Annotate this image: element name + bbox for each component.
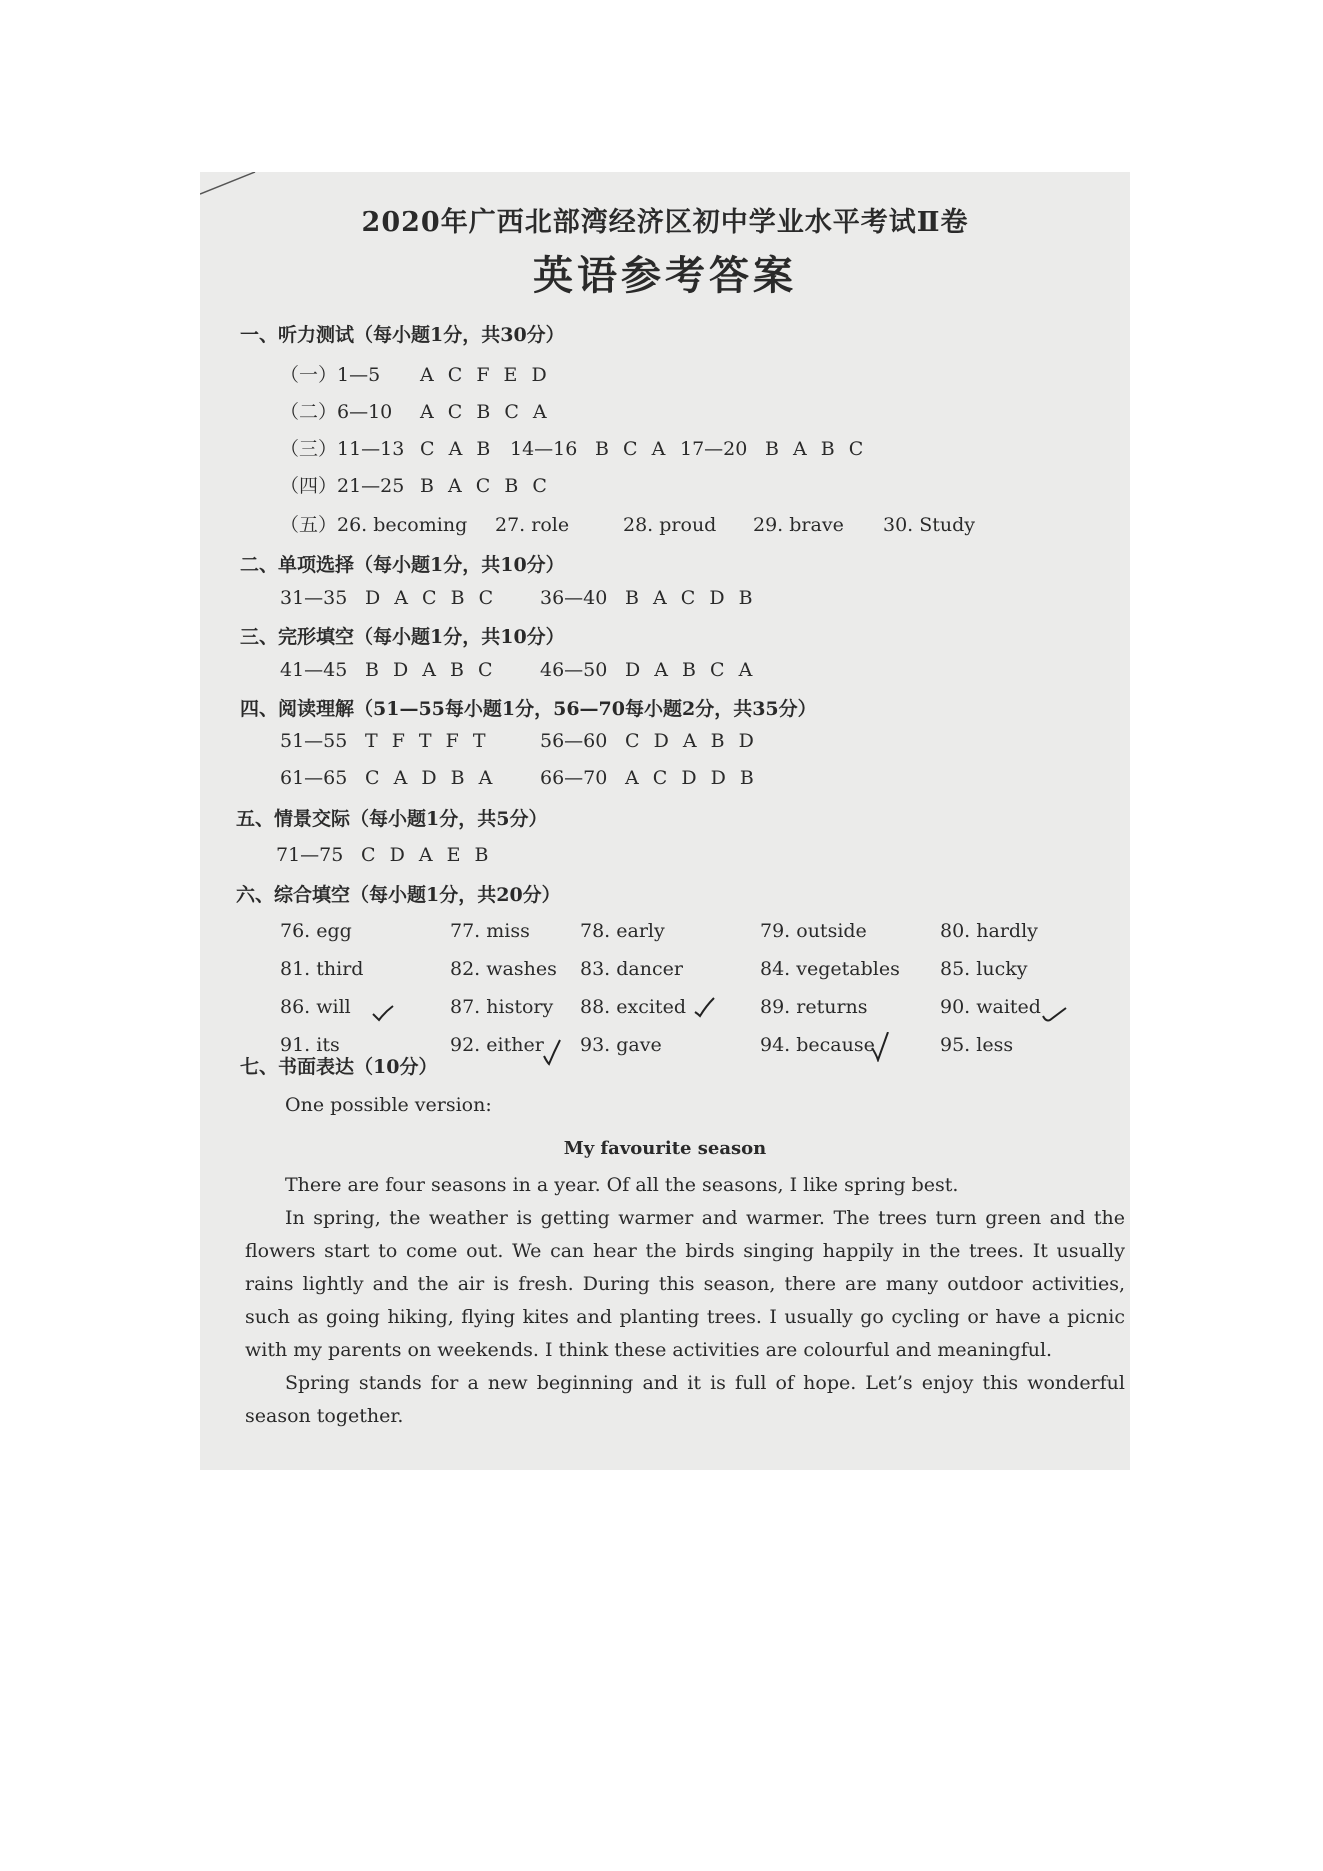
answer-word: 28. proud xyxy=(623,514,717,536)
fill-in-answer: 85. lucky xyxy=(940,958,1028,980)
answer-range: （一）1—5 xyxy=(280,364,381,386)
fill-in-answer: 86. will xyxy=(280,996,351,1018)
fill-in-answer: 81. third xyxy=(280,958,364,980)
answer-range: 41—45 xyxy=(280,659,348,681)
answer-letters: B A C D B xyxy=(625,587,757,609)
answer-row xyxy=(280,360,551,387)
answer-letters: D A B C A xyxy=(625,659,757,681)
fill-in-answer: 93. gave xyxy=(580,1034,662,1056)
fill-in-answer: 90. waited xyxy=(940,996,1041,1018)
fill-in-answer: 77. miss xyxy=(450,920,530,942)
section-heading-fill-in: 六、综合填空（每小题1分，共20分） xyxy=(236,884,561,906)
answer-row xyxy=(280,397,551,424)
answer-letters: B C A xyxy=(595,438,670,460)
fill-in-answer: 91. its xyxy=(280,1034,340,1056)
check-mark-icon xyxy=(368,1000,398,1030)
essay-title: My favourite season xyxy=(563,1138,767,1159)
fill-in-answer: 80. hardly xyxy=(940,920,1038,942)
fill-in-answer: 79. outside xyxy=(760,920,867,942)
answer-letters: D A C B C xyxy=(365,587,498,609)
answer-row xyxy=(280,767,758,789)
answer-letters: B D A B C xyxy=(365,659,497,681)
essay-paragraph: In spring, the weather is getting warmer and warmer. The trees turn green and the flowers start to come out. We can hear the birds singing happily in the trees. It usually rains lightly and the air is fresh. During this season, there are many outdoor activities, such as going hiking, flying kites and planting trees. I usually go cycling or have a picnic with my parents on weekends. I think these activities are colourful and meaningful. xyxy=(245,1207,1125,1361)
answer-letters: A C B C A xyxy=(420,401,551,423)
check-mark-icon xyxy=(538,1038,568,1068)
answer-row xyxy=(280,730,758,752)
answer-range: 36—40 xyxy=(540,587,608,609)
fill-in-answer: 83. dancer xyxy=(580,958,683,980)
answer-row xyxy=(280,587,757,609)
answer-range: （二）6—10 xyxy=(280,401,393,423)
answer-letters: A C F E D xyxy=(420,364,551,386)
answer-range: 31—35 xyxy=(280,587,348,609)
answer-row xyxy=(280,510,975,537)
answer-row xyxy=(276,844,492,866)
essay-paragraph: Spring stands for a new beginning and it is full of hope. Let’s enjoy this wonderful season together. xyxy=(245,1372,1125,1427)
fill-in-answer: 87. history xyxy=(450,996,554,1018)
fill-in-answer: 82. washes xyxy=(450,958,557,980)
answer-word: 29. brave xyxy=(753,514,844,536)
answer-word: （五）26. becoming xyxy=(280,514,468,536)
essay-intro: One possible version: xyxy=(285,1094,492,1116)
fill-in-answer: 84. vegetables xyxy=(760,958,900,980)
answer-letters: C D A E B xyxy=(361,844,493,866)
section-heading-reading: 四、阅读理解（51—55每小题1分，56—70每小题2分，共35分） xyxy=(240,698,817,720)
essay-paragraph: There are four seasons in a year. Of all the seasons, I like spring best. xyxy=(285,1174,959,1196)
answer-row xyxy=(280,471,551,498)
answer-letters: C A D B A xyxy=(365,767,497,789)
section-heading-single-choice: 二、单项选择（每小题1分，共10分） xyxy=(240,554,565,576)
answer-row xyxy=(280,434,867,461)
answer-range: （四）21—25 xyxy=(280,475,405,497)
answer-range: 66—70 xyxy=(540,767,608,789)
answer-letters: B A B C xyxy=(765,438,868,460)
exam-title: 2020年广西北部湾经济区初中学业水平考试Ⅱ卷 xyxy=(361,207,969,238)
fill-in-answer: 92. either xyxy=(450,1034,544,1056)
fill-in-answer: 94. because xyxy=(760,1034,875,1056)
fill-in-answer: 95. less xyxy=(940,1034,1014,1056)
answer-range: 71—75 xyxy=(276,844,344,866)
answer-letters: B A C B C xyxy=(420,475,551,497)
answer-range: 61—65 xyxy=(280,767,348,789)
answer-key-title: 英语参考答案 xyxy=(533,252,797,299)
fill-in-answer: 78. early xyxy=(580,920,665,942)
fill-in-answer: 88. excited xyxy=(580,996,686,1018)
answer-letters: T F T F T xyxy=(365,730,490,752)
answer-range: 51—55 xyxy=(280,730,348,752)
section-heading-writing: 七、书面表达（10分） xyxy=(240,1056,438,1078)
answer-letters: C D A B D xyxy=(625,730,758,752)
check-mark-icon xyxy=(868,1032,898,1062)
answer-word: 30. Study xyxy=(883,514,976,536)
fill-in-answer: 76. egg xyxy=(280,920,352,942)
section-heading-cloze: 三、完形填空（每小题1分，共10分） xyxy=(240,626,565,648)
answer-range: 46—50 xyxy=(540,659,608,681)
answer-word: 27. role xyxy=(495,514,570,536)
section-heading-situational: 五、情景交际（每小题1分，共5分） xyxy=(236,808,548,830)
answer-letters: A C D D B xyxy=(625,767,758,789)
answer-range: 17—20 xyxy=(680,438,748,460)
fill-in-answer: 89. returns xyxy=(760,996,868,1018)
answer-range: 14—16 xyxy=(510,438,578,460)
essay-body xyxy=(245,1169,1125,1433)
answer-range: 56—60 xyxy=(540,730,608,752)
section-heading-listening: 一、听力测试（每小题1分，共30分） xyxy=(240,324,565,346)
check-mark-icon xyxy=(690,994,720,1024)
answer-range: （三）11—13 xyxy=(280,438,405,460)
answer-sheet-photo xyxy=(200,172,1130,1470)
answer-letters: C A B xyxy=(420,438,495,460)
answer-row xyxy=(280,659,756,681)
check-mark-icon xyxy=(1040,1000,1070,1030)
